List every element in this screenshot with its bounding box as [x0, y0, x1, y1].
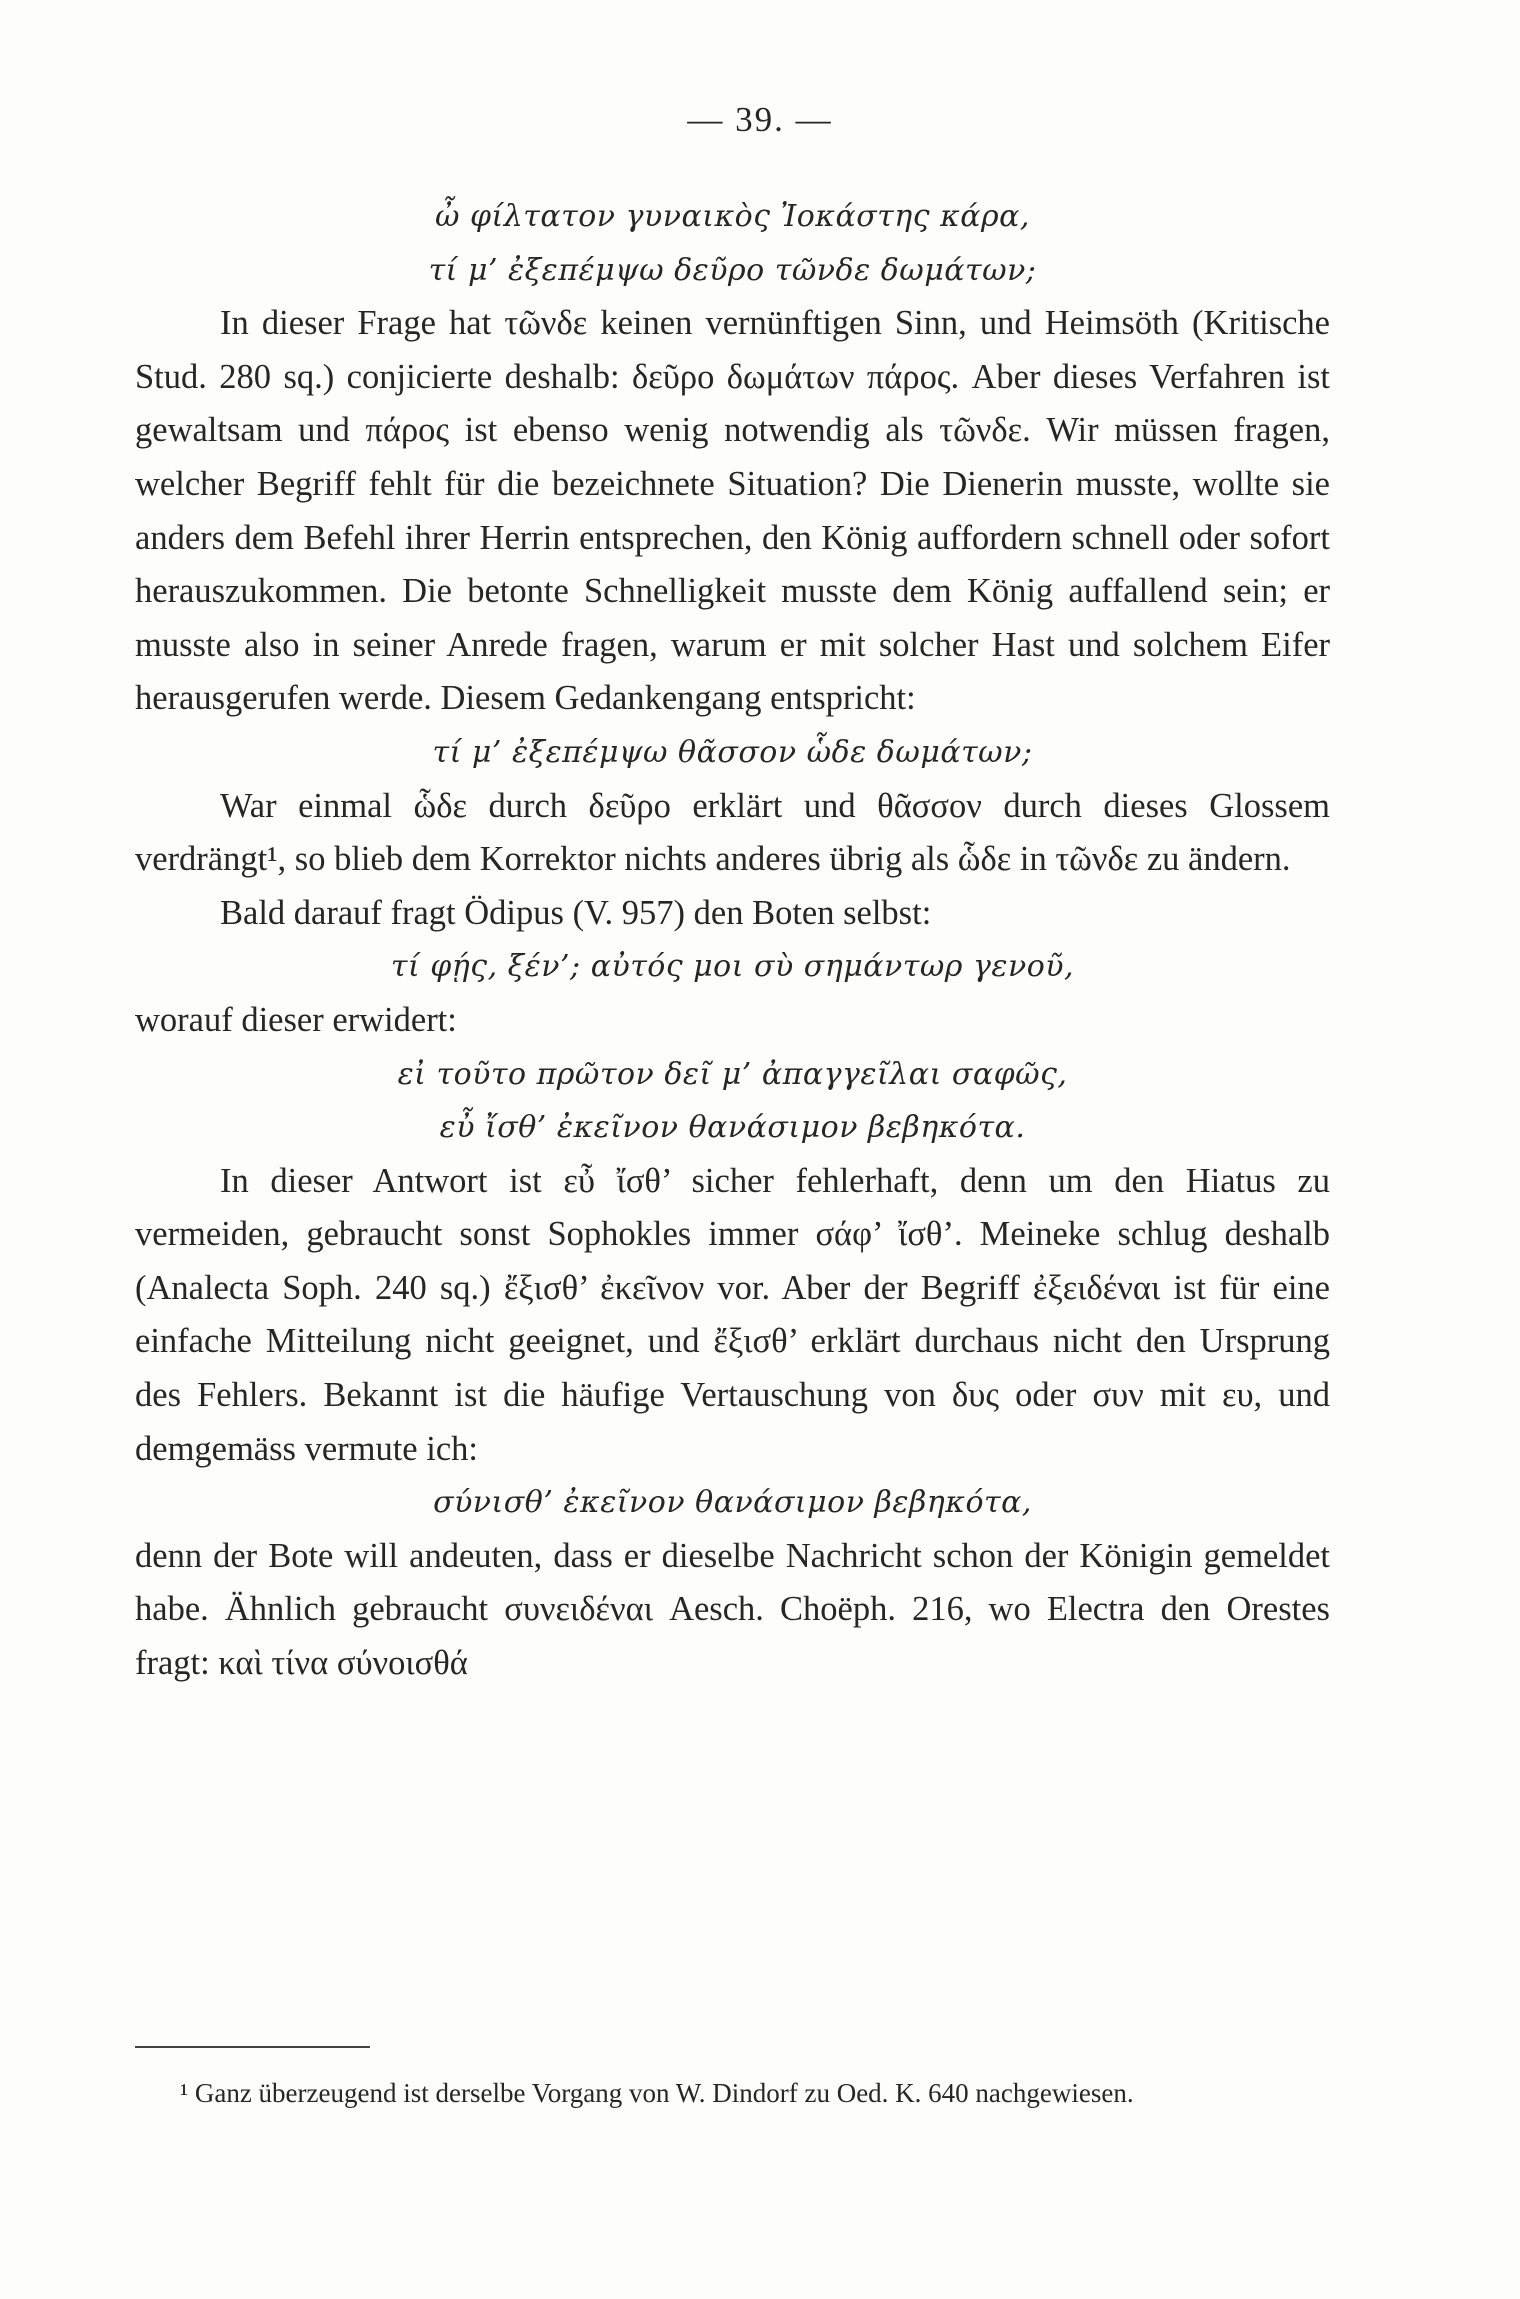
verse-line: τί μ’ ἐξεπέμψω δεῦρο τῶνδε δωμάτων;: [428, 252, 1037, 288]
paragraph: In dieser Frage hat τῶνδε keinen vernünftigen Sinn, und Heimsöth (Kritische Stud. 280 sq.) conjicierte deshalb: δεῦρο δωμάτων πάρος. Aber dieses Verfahren ist gewaltsam und πάρος ist ebenso wenig notwendig als τῶνδε. Wir müssen fragen, welcher Begriff fehlt für die bezeichnete Situation? Die Dienerin musste, wollte sie anders dem Befehl ihrer Herrin entsprechen, den König auffordern schnell oder sofort herauszukommen. Die betonte Schnelligkeit musste dem König auffallend sein; er musste also in seiner Anrede fragen, warum er mit solcher Hast und solchem Eifer herausgerufen werde. Diesem Gedankengang entspricht:: [135, 304, 1330, 718]
verse-line: εἰ τοῦτο πρῶτον δεῖ μ’ ἀπαγγεῖλαι σαφῶς,: [397, 1056, 1068, 1092]
page-number: — 39. —: [687, 100, 833, 139]
verse-line: ὦ φίλτατον γυναικὸς Ἰοκάστης κάρα,: [435, 199, 1030, 234]
paragraph: denn der Bote will andeuten, dass er dieselbe Nachricht schon der Königin gemeldet habe. Ähnlich gebraucht συνειδέναι Aesch. Choëph. 216, wo Electra den Orestes fragt: καὶ τίνα σύνοισθά: [135, 1536, 1330, 1683]
verse-line: τί μ’ ἐξεπέμψω θᾶσσον ὧδε δωμάτων;: [432, 734, 1033, 770]
paragraph: War einmal ὧδε durch δεῦρο erklärt und θᾶσσον durch dieses Glossem verdrängt¹, so blieb dem Korrektor nichts anderes übrig als ὧδε in τῶνδε zu ändern.: [135, 786, 1330, 879]
verse-line: εὖ ἴσθ’ ἐκεῖνον θανάσιμον βεβηκότα.: [439, 1110, 1026, 1146]
paragraph: Bald darauf fragt Ödipus (V. 957) den Boten selbst:: [220, 893, 932, 932]
paragraph: In dieser Antwort ist εὖ ἴσθ’ sicher fehlerhaft, denn um den Hiatus zu vermeiden, gebraucht sonst Sophokles immer σάφ’ ἴσθ’. Meineke schlug deshalb (Analecta Soph. 240 sq.) ἔξισθ’ ἐκεῖνον vor. Aber der Begriff ἐξειδέναι ist für eine einfache Mitteilung nicht geeignet, und ἔξισθ’ erklärt durchaus nicht den Ursprung des Fehlers. Bekannt ist die häufige Vertauschung von δυς oder συν mit ευ, und demgemäss vermute ich:: [135, 1161, 1330, 1468]
main-text: [135, 190, 1330, 1691]
footnote: ¹ Ganz überzeugend ist derselbe Vorgang von W. Dindorf zu Oed. K. 640 nachgewiesen.: [180, 2078, 1134, 2108]
paragraph: worauf dieser erwidert:: [135, 1000, 457, 1039]
verse-line: τί φῄς, ξέν’; αὐτός μοι σὺ σημάντωρ γενοῦ,: [390, 949, 1075, 985]
footnote-divider: [135, 2046, 370, 2048]
verse-line: σύνισθ’ ἐκεῖνον θανάσιμον βεβηκότα,: [433, 1485, 1032, 1521]
